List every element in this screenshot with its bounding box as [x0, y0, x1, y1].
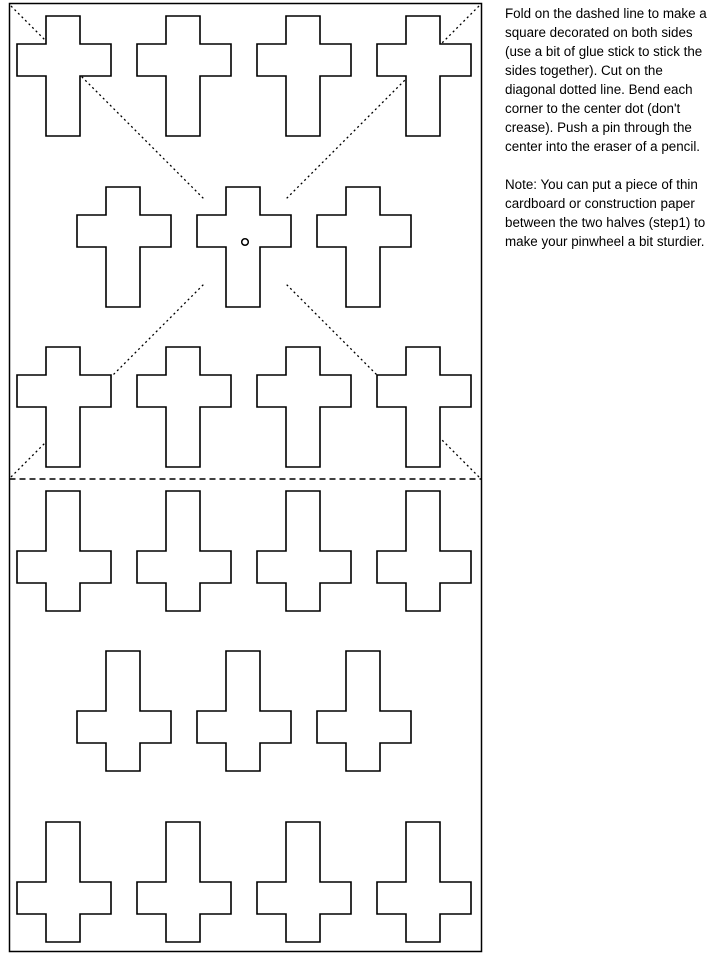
instructions-step-text: Fold on the dashed line to make a square decorated on both sides (use a bit of glue stick to stick the sides together). Cut on the diagonal dotted line. Bend each corner to the center dot (don't crease). Push a pin through the center into the eraser of a pencil. [505, 6, 707, 154]
center-dot [242, 239, 249, 246]
cross-bottom-r3-c4 [377, 822, 471, 942]
cross-top-r2-c2 [197, 187, 291, 307]
cross-top-r3-c4 [377, 347, 471, 467]
cross-bottom-r3-c3 [257, 822, 351, 942]
cross-top-r3-c2 [137, 347, 231, 467]
cross-top-r2-c3 [317, 187, 411, 307]
cross-bottom-r3-c1 [17, 822, 111, 942]
cross-top-r1-c3 [257, 16, 351, 136]
cross-top-r3-c3 [257, 347, 351, 467]
cross-top-r1-c4 [377, 16, 471, 136]
cross-bottom-r1-c3 [257, 491, 351, 611]
instructions-panel [505, 4, 715, 270]
cross-top-r2-c1 [77, 187, 171, 307]
cross-bottom-r3-c2 [137, 822, 231, 942]
cross-bottom-r2-c2 [197, 651, 291, 771]
cross-bottom-r1-c2 [137, 491, 231, 611]
cross-bottom-r2-c1 [77, 651, 171, 771]
cross-bottom-r1-c1 [17, 491, 111, 611]
cross-bottom-r1-c4 [377, 491, 471, 611]
cross-top-r1-c2 [137, 16, 231, 136]
cross-top-r3-c1 [17, 347, 111, 467]
instructions-note-text: Note: You can put a piece of thin cardboard or construction paper between the two halves (step1) to make your pinwheel a bit sturdier. [505, 177, 706, 249]
cross-top-r1-c1 [17, 16, 111, 136]
outer-border [10, 4, 482, 952]
cross-bottom-r2-c3 [317, 651, 411, 771]
